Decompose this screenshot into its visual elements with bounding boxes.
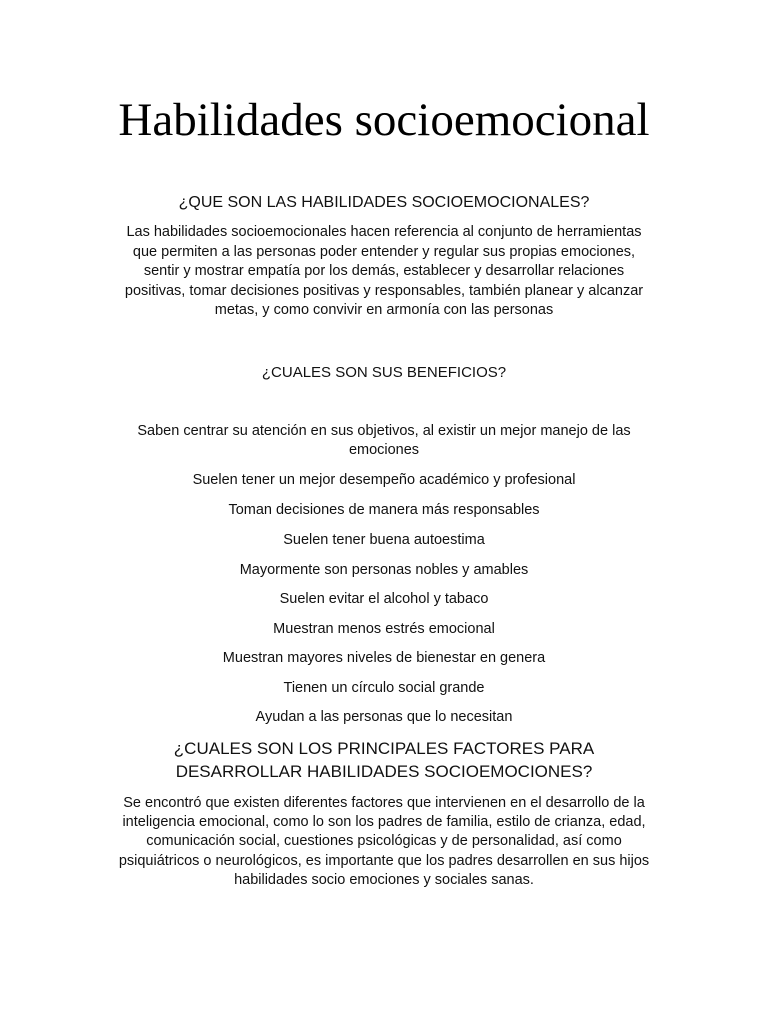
benefit-item: Ayudan a las personas que lo necesitan — [255, 709, 513, 725]
section3-line: comunicación social, cuestiones psicológicas y de personalidad, así como — [146, 833, 622, 849]
benefit-item: Suelen tener buena autoestima — [283, 532, 485, 548]
benefit-item: Suelen tener un mejor desempeño académico y profesional — [192, 472, 576, 488]
section3-heading: ¿CUALES SON LOS PRINCIPALES FACTORES PARA — [173, 739, 595, 758]
section3-line: Se encontró que existen diferentes factores que intervienen en el desarrollo de la — [123, 795, 645, 811]
benefit-item: Muestran mayores niveles de bienestar en genera — [222, 650, 546, 666]
section3-line: psiquiátricos o neurológicos, es importante que los padres desarrollen en sus hijos — [118, 853, 650, 869]
document-title: Habilidades socioemocional — [118, 94, 650, 146]
section1-line: positivas, tomar decisiones positivas y responsables, también planear y alcanzar — [124, 283, 644, 299]
section1-line: que permiten a las personas poder entender y regular sus propias emociones, — [132, 244, 636, 260]
section3-heading: DESARROLLAR HABILIDADES SOCIOEMOCIONES? — [175, 762, 593, 781]
benefit-item: Suelen evitar el alcohol y tabaco — [279, 591, 489, 607]
section1-heading: ¿QUE SON LAS HABILIDADES SOCIOEMOCIONALES? — [178, 194, 590, 211]
section1-line: Las habilidades socioemocionales hacen referencia al conjunto de herramientas — [126, 224, 642, 240]
section3-line: inteligencia emocional, como lo son los padres de familia, estilo de crianza, edad, — [122, 814, 646, 830]
benefit-item: Toman decisiones de manera más responsables — [228, 502, 540, 518]
section1-line: metas, y como convivir en armonía con las personas — [214, 302, 554, 318]
section1-line: sentir y mostrar empatía por los demás, establecer y desarrollar relaciones — [143, 263, 625, 279]
benefit-item: Tienen un círculo social grande — [283, 680, 485, 696]
benefit-item: Saben centrar su atención en sus objetivos, al existir un mejor manejo de las — [137, 423, 631, 439]
benefit-item: emociones — [348, 442, 420, 458]
benefit-item: Mayormente son personas nobles y amables — [239, 562, 529, 578]
section2-heading: ¿CUALES SON SUS BENEFICIOS? — [261, 364, 507, 381]
benefit-item: Muestran menos estrés emocional — [273, 621, 495, 637]
section3-line: habilidades socio emociones y sociales sanas. — [234, 872, 534, 888]
